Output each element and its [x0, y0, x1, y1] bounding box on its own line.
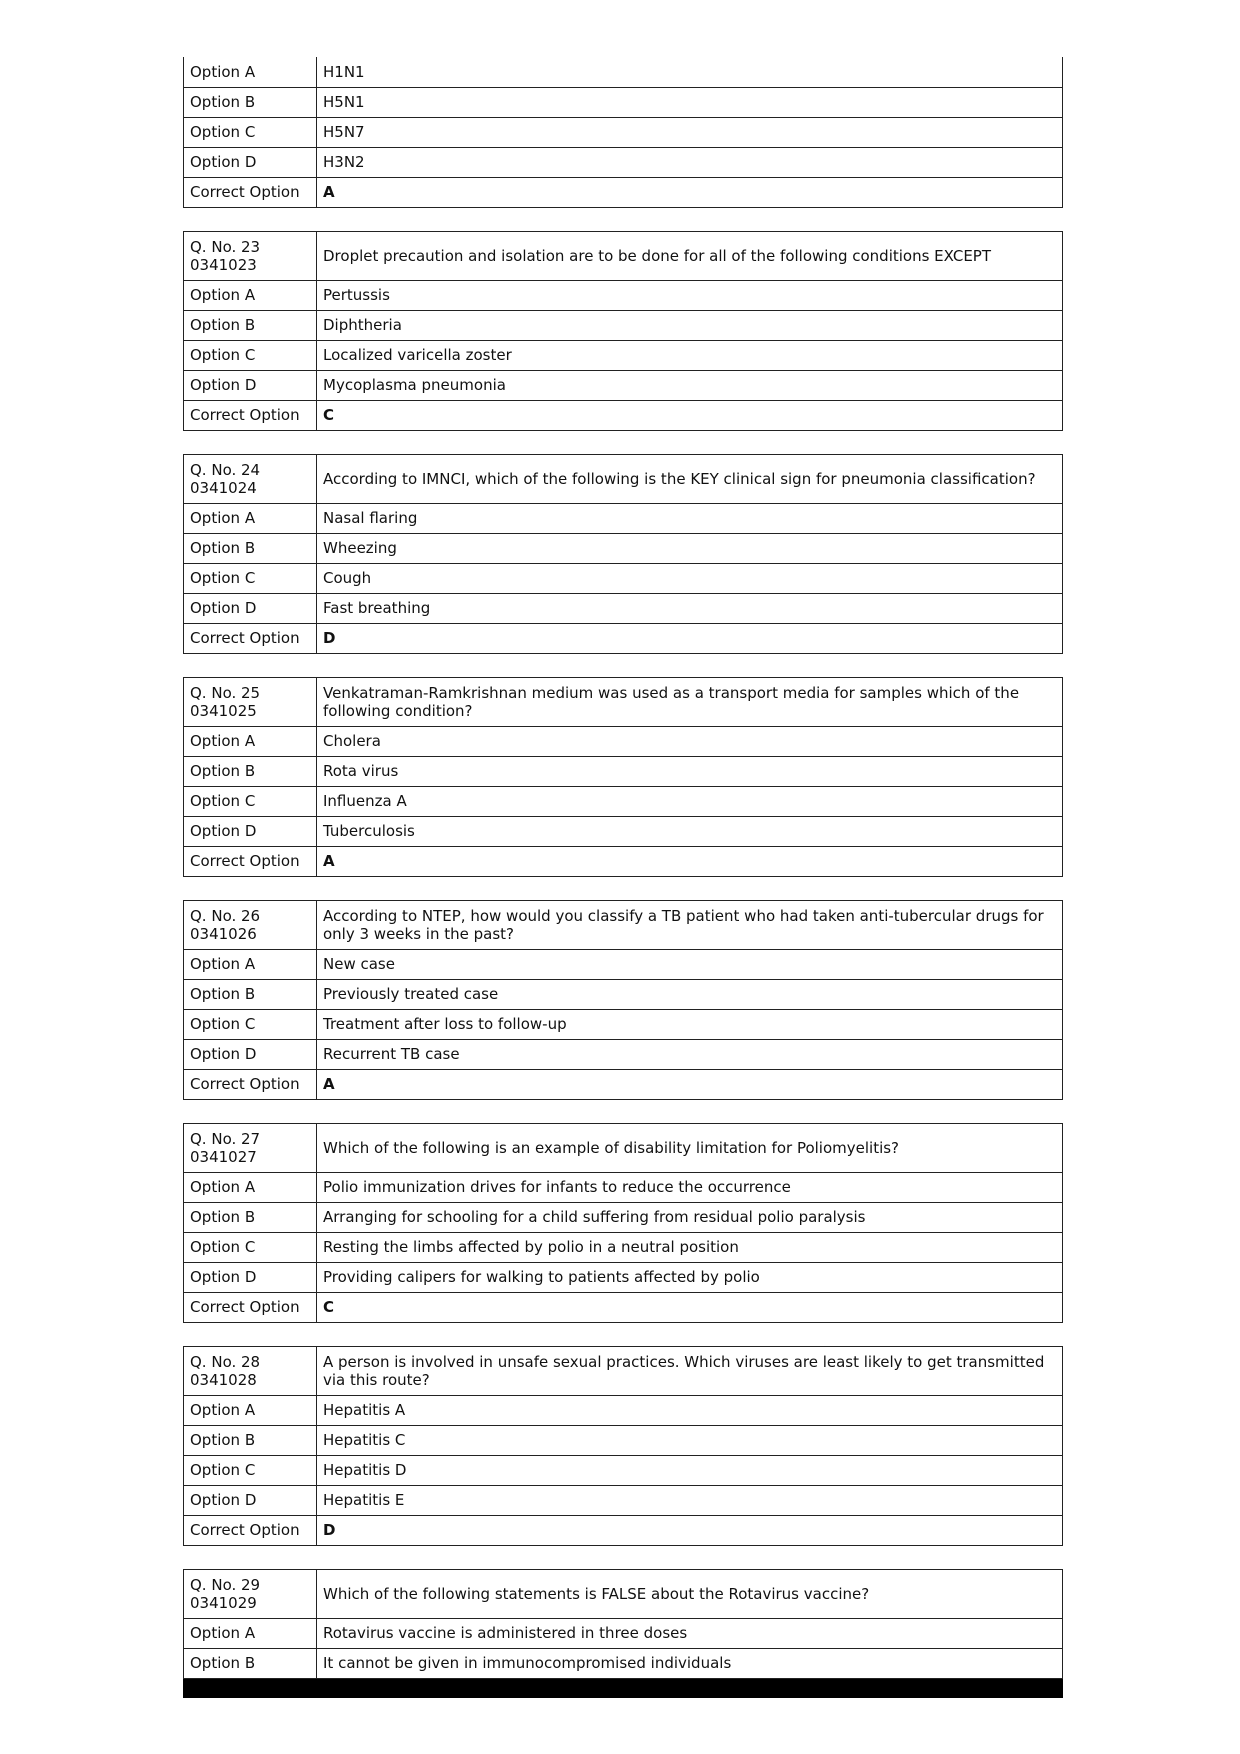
option-label: Option C [184, 1009, 317, 1039]
correct-option-value: A [317, 1069, 1063, 1099]
option-text: H5N7 [317, 117, 1063, 147]
option-text: New case [317, 949, 1063, 979]
option-label: Option D [184, 593, 317, 623]
question-table-28 [183, 1346, 1063, 1546]
correct-option-label: Correct Option [184, 1069, 317, 1099]
question-text: According to IMNCI, which of the following is the KEY clinical sign for pneumonia classification? [317, 454, 1063, 503]
correct-option-label: Correct Option [184, 1292, 317, 1322]
option-text: Pertussis [317, 280, 1063, 310]
correct-option-row [184, 177, 1063, 207]
question-header-row [184, 677, 1063, 726]
question-code: 0341025 [190, 701, 257, 720]
correct-option-value: A [317, 177, 1063, 207]
option-label: Option B [184, 979, 317, 1009]
question-paper-page [183, 0, 1063, 1698]
option-text: Recurrent TB case [317, 1039, 1063, 1069]
option-label: Option C [184, 1232, 317, 1262]
question-code: 0341023 [190, 255, 257, 274]
option-text: Localized varicella zoster [317, 340, 1063, 370]
question-text: Which of the following is an example of disability limitation for Poliomyelitis? [317, 1123, 1063, 1172]
option-text: H5N1 [317, 87, 1063, 117]
question-header-row [184, 900, 1063, 949]
correct-option-label: Correct Option [184, 623, 317, 653]
option-text: Fast breathing [317, 593, 1063, 623]
question-id-cell [184, 1346, 317, 1395]
option-row-b [184, 756, 1063, 786]
correct-option-row [184, 1292, 1063, 1322]
option-label: Option B [184, 756, 317, 786]
option-label: Option B [184, 533, 317, 563]
option-text: Influenza A [317, 786, 1063, 816]
question-id-cell [184, 900, 317, 949]
correct-option-label: Correct Option [184, 177, 317, 207]
option-label: Option D [184, 1485, 317, 1515]
option-row-b [184, 1425, 1063, 1455]
question-code: 0341027 [190, 1147, 257, 1166]
option-label: Option A [184, 1618, 317, 1648]
option-row-a [184, 280, 1063, 310]
option-label: Option A [184, 1395, 317, 1425]
question-code: 0341026 [190, 924, 257, 943]
option-row-b [184, 87, 1063, 117]
correct-option-row [184, 846, 1063, 876]
question-list [183, 208, 1063, 1546]
question-number: Q. No. 25 [190, 683, 261, 702]
correct-option-value: C [317, 1292, 1063, 1322]
question-table-24 [183, 454, 1063, 654]
option-row-d [184, 816, 1063, 846]
option-row-c [184, 1232, 1063, 1262]
question-text: Droplet precaution and isolation are to be done for all of the following conditions EXCEPT [317, 231, 1063, 280]
option-text: H3N2 [317, 147, 1063, 177]
question-id-cell [184, 1569, 317, 1618]
question-number: Q. No. 26 [190, 906, 261, 925]
option-row-a [184, 503, 1063, 533]
option-text: Providing calipers for walking to patients affected by polio [317, 1262, 1063, 1292]
question-id-cell [184, 231, 317, 280]
question-table-25 [183, 677, 1063, 877]
option-row-a [184, 1172, 1063, 1202]
option-text: Hepatitis A [317, 1395, 1063, 1425]
option-label: Option C [184, 117, 317, 147]
question-table-27 [183, 1123, 1063, 1323]
correct-option-row [184, 1515, 1063, 1545]
option-row-a [184, 726, 1063, 756]
question-table-23 [183, 231, 1063, 431]
option-label: Option D [184, 370, 317, 400]
option-label: Option C [184, 1455, 317, 1485]
option-text: Diphtheria [317, 310, 1063, 340]
option-row-d [184, 370, 1063, 400]
option-text: Hepatitis D [317, 1455, 1063, 1485]
option-label: Option B [184, 1425, 317, 1455]
option-row-c [184, 340, 1063, 370]
option-row-d [184, 1485, 1063, 1515]
option-row-c [184, 563, 1063, 593]
question-number: Q. No. 24 [190, 460, 261, 479]
correct-option-value: D [317, 623, 1063, 653]
option-row-c [184, 1009, 1063, 1039]
option-row-d [184, 593, 1063, 623]
question-header-row [184, 1123, 1063, 1172]
option-label: Option A [184, 280, 317, 310]
option-row-a [184, 1618, 1063, 1648]
question-table-26 [183, 900, 1063, 1100]
option-text: Mycoplasma pneumonia [317, 370, 1063, 400]
option-row-a [184, 1395, 1063, 1425]
option-label: Option A [184, 1172, 317, 1202]
question-header-row [184, 231, 1063, 280]
option-text: Nasal flaring [317, 503, 1063, 533]
option-text: Wheezing [317, 533, 1063, 563]
question-header-row [184, 454, 1063, 503]
option-text: Cough [317, 563, 1063, 593]
question-text: A person is involved in unsafe sexual practices. Which viruses are least likely to get transmitted via this route? [317, 1346, 1063, 1395]
option-label: Option B [184, 1202, 317, 1232]
question-number: Q. No. 28 [190, 1352, 261, 1371]
option-text: It cannot be given in immunocompromised individuals [317, 1648, 1063, 1678]
question-table-29 [183, 1569, 1063, 1679]
correct-option-label: Correct Option [184, 846, 317, 876]
question-number: Q. No. 29 [190, 1575, 261, 1594]
option-label: Option B [184, 310, 317, 340]
correct-option-row [184, 623, 1063, 653]
option-label: Option D [184, 1262, 317, 1292]
question-code: 0341029 [190, 1593, 257, 1612]
option-row-b [184, 310, 1063, 340]
page-top-margin [183, 0, 1063, 57]
option-row-d [184, 1262, 1063, 1292]
option-text: Hepatitis C [317, 1425, 1063, 1455]
option-text: H1N1 [317, 57, 1063, 87]
option-label: Option B [184, 1648, 317, 1678]
question-text: Venkatraman-Ramkrishnan medium was used as a transport media for samples which of the following condition? [317, 677, 1063, 726]
question-id-cell [184, 454, 317, 503]
option-row-c [184, 1455, 1063, 1485]
option-text: Hepatitis E [317, 1485, 1063, 1515]
option-label: Option B [184, 87, 317, 117]
question-number: Q. No. 27 [190, 1129, 261, 1148]
option-label: Option C [184, 786, 317, 816]
question-text: According to NTEP, how would you classify a TB patient who had taken anti-tubercular drugs for only 3 weeks in the past? [317, 900, 1063, 949]
question-code: 0341028 [190, 1370, 257, 1389]
correct-option-value: A [317, 846, 1063, 876]
question-id-cell [184, 677, 317, 726]
option-label: Option D [184, 1039, 317, 1069]
option-row-d [184, 1039, 1063, 1069]
option-text: Resting the limbs affected by polio in a neutral position [317, 1232, 1063, 1262]
correct-option-row [184, 400, 1063, 430]
option-label: Option A [184, 503, 317, 533]
option-label: Option A [184, 726, 317, 756]
option-text: Previously treated case [317, 979, 1063, 1009]
option-row-d [184, 147, 1063, 177]
option-row-b [184, 1202, 1063, 1232]
correct-option-row [184, 1069, 1063, 1099]
option-text: Arranging for schooling for a child suffering from residual polio paralysis [317, 1202, 1063, 1232]
option-label: Option D [184, 147, 317, 177]
option-label: Option C [184, 563, 317, 593]
correct-option-label: Correct Option [184, 400, 317, 430]
option-row-a [184, 949, 1063, 979]
option-text: Rotavirus vaccine is administered in three doses [317, 1618, 1063, 1648]
correct-option-value: C [317, 400, 1063, 430]
option-label: Option D [184, 816, 317, 846]
option-row-c [184, 786, 1063, 816]
correct-option-value: D [317, 1515, 1063, 1545]
option-row-b [184, 979, 1063, 1009]
option-row-c [184, 117, 1063, 147]
question-code: 0341024 [190, 478, 257, 497]
correct-option-label: Correct Option [184, 1515, 317, 1545]
option-row-a [184, 57, 1063, 87]
question-header-row [184, 1346, 1063, 1395]
page-bottom-black-bar [183, 1679, 1063, 1698]
question-header-row [184, 1569, 1063, 1618]
option-text: Cholera [317, 726, 1063, 756]
option-row-b [184, 533, 1063, 563]
option-row-b [184, 1648, 1063, 1678]
option-text: Polio immunization drives for infants to reduce the occurrence [317, 1172, 1063, 1202]
option-label: Option A [184, 57, 317, 87]
question-text: Which of the following statements is FALSE about the Rotavirus vaccine? [317, 1569, 1063, 1618]
question-number: Q. No. 23 [190, 237, 261, 256]
question-id-cell [184, 1123, 317, 1172]
option-text: Tuberculosis [317, 816, 1063, 846]
option-label: Option C [184, 340, 317, 370]
question-table-partial [183, 57, 1063, 208]
option-label: Option A [184, 949, 317, 979]
option-text: Rota virus [317, 756, 1063, 786]
option-text: Treatment after loss to follow-up [317, 1009, 1063, 1039]
